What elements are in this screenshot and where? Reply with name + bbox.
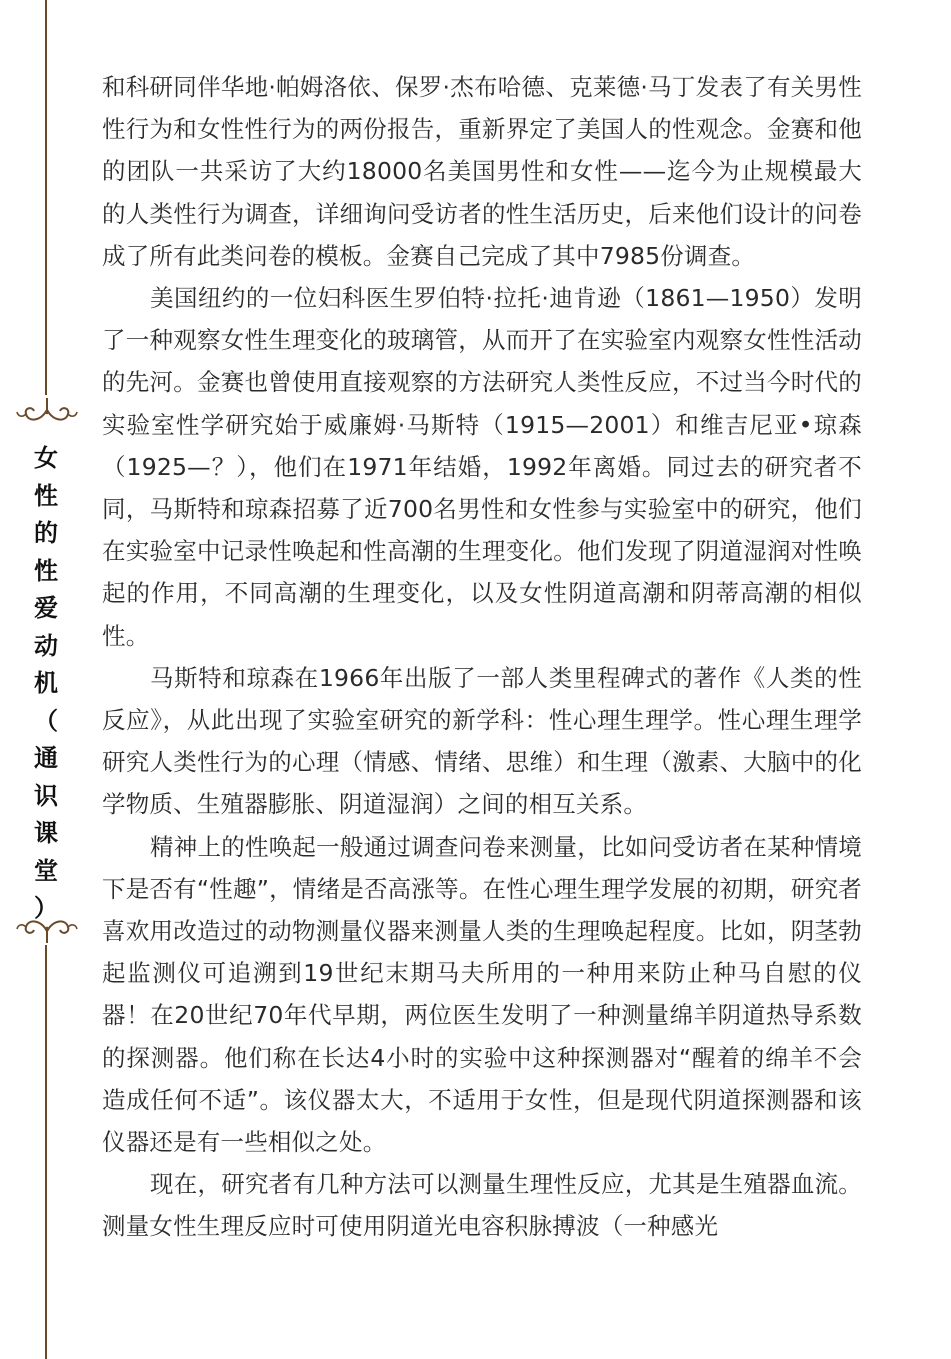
title-char: 通 xyxy=(34,744,58,772)
paragraph: 马斯特和琼森在1966年出版了一部人类里程碑式的著作《人类的性反应》，从此出现了实验室研究的新学科：性心理生理学。性心理生理学研究人类性行为的心理（情感、情绪、思维）和生理（激素、大脑中的化学物质、生殖器膨胀、阴道湿润）之间的相互关系。 xyxy=(102,663,862,819)
title-char: 性 xyxy=(34,481,58,510)
title-char: 课 xyxy=(34,819,58,847)
title-char: 性 xyxy=(34,556,58,585)
title-char: （ xyxy=(34,706,58,735)
title-char: 的 xyxy=(34,519,58,547)
title-char: 女 xyxy=(34,444,58,472)
paragraph: 美国纽约的一位妇科医生罗伯特·拉托·迪肯逊（1861—1950）发明了一种观察女性生理变化的玻璃管，从而开了在实验室内观察女性性活动的先河。金赛也曾使用直接观察的方法研究人类性反应，不过当今时代的实验室性学研究始于威廉姆·马斯特（1915—2001）和维吉尼亚•琼森（1925—？），他们在1971年结婚，1992年离婚。同过去的研究者不同，马斯特和琼森招募了近700名男性和女性参与实验室中的研究，他们在实验室中记录性唤起和性高潮的生理变化。他们发现了阴道湿润对性唤起的作用，不同高潮的生理变化，以及女性阴道高潮和阴蒂高潮的相似性。 xyxy=(102,284,862,650)
side-decoration xyxy=(0,0,95,1359)
title-char: 动 xyxy=(34,631,58,660)
title-char: 机 xyxy=(34,669,58,697)
scroll-ornament-icon xyxy=(14,396,80,426)
paragraph: 和科研同伴华地·帕姆洛依、保罗·杰布哈德、克莱德·马丁发表了有关男性性行为和女性性行为的两份报告，重新界定了美国人的性观念。金赛和他的团队一共采访了大约18000名美国男性和女性——迄今为止规模最大的人类性行为调查，详细询问受访者的性生活历史，后来他们设计的问卷成了所有此类问卷的模板。金赛自己完成了其中7985份调查。 xyxy=(102,73,862,270)
title-char: ） xyxy=(34,894,58,922)
title-char: 识 xyxy=(34,781,58,810)
title-char: 爱 xyxy=(34,594,58,622)
body-text xyxy=(102,66,862,1248)
paragraph: 精神上的性唤起一般通过调查问卷来测量，比如问受访者在某种情境下是否有“性趣”，情绪是否高涨等。在性心理生理学发展的初期，研究者喜欢用改造过的动物测量仪器来测量人类的生理唤起程度。比如，阴茎勃起监测仪可追溯到19世纪末期马夫所用的一种用来防止种马自慰的仪器！在20世纪70年代早期，两位医生发明了一种测量绵羊阴道热导系数的探测器。他们称在长达4小时的实验中这种探测器对“醒着的绵羊不会造成任何不适”。该仪器太大，不适用于女性，但是现代阴道探测器和该仪器还是有一些相似之处。 xyxy=(102,832,862,1157)
paragraph: 现在，研究者有几种方法可以测量生理性反应，尤其是生殖器血流。测量女性生理反应时可使用阴道光电容积脉搏波（一种感光 xyxy=(102,1170,862,1241)
vertical-rule-bottom xyxy=(45,945,47,1359)
title-char: 堂 xyxy=(34,856,58,885)
vertical-section-title xyxy=(28,440,64,928)
scroll-ornament-icon xyxy=(14,915,80,945)
vertical-rule-top xyxy=(45,0,47,395)
